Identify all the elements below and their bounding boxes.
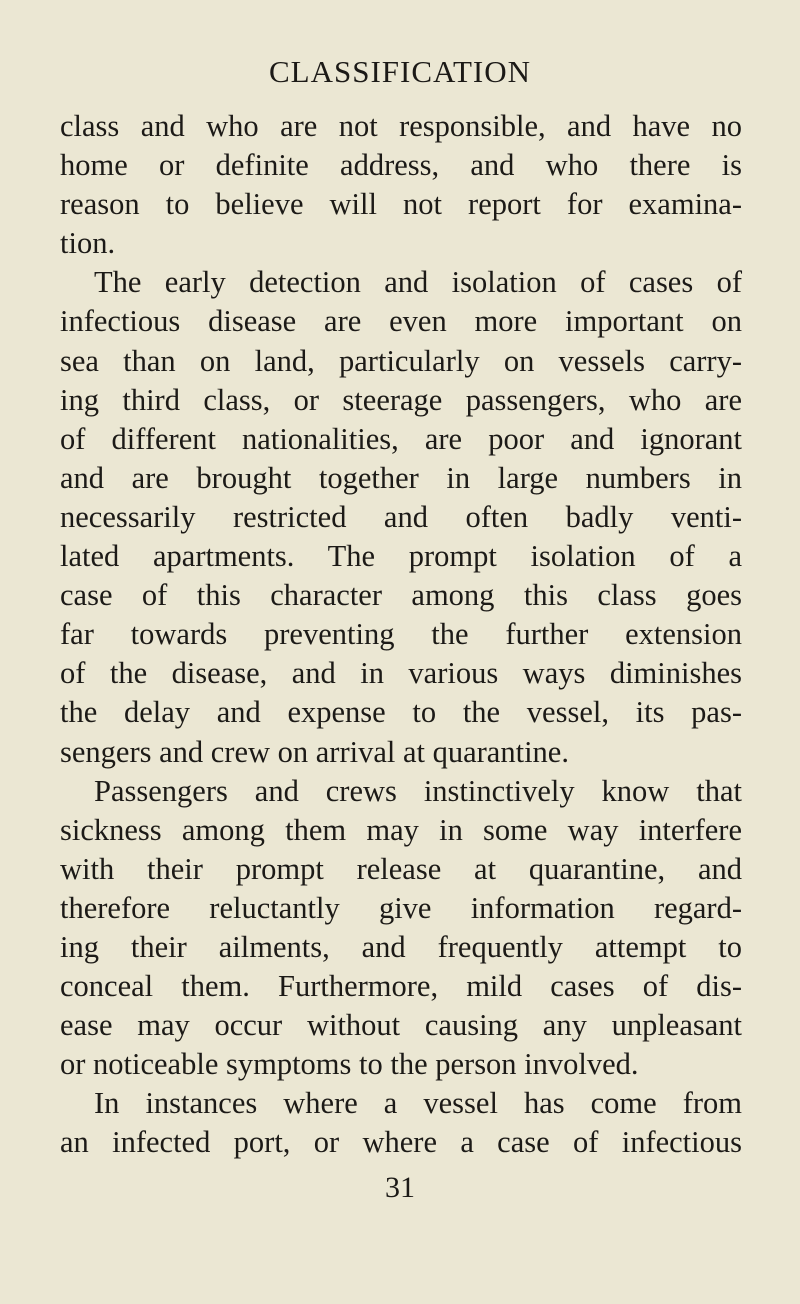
text-line: reason to believe will not report for examina-: [60, 187, 742, 222]
text-line: lated apartments. The prompt isolation of a: [60, 539, 742, 574]
text-line: of the disease, and in various ways diminishes: [60, 656, 742, 691]
text-line: the delay and expense to the vessel, its pas-: [60, 695, 742, 730]
text-line: tion.: [60, 226, 116, 261]
text-line: sickness among them may in some way interfere: [60, 812, 742, 847]
text-line: infectious disease are even more important on: [60, 304, 742, 339]
text-line: The early detection and isolation of cases of: [94, 265, 742, 300]
text-line: ing their ailments, and frequently attempt to: [60, 929, 742, 964]
page-number: 31: [385, 1171, 415, 1204]
text-line: class and who are not responsible, and have no: [60, 109, 742, 143]
text-line: or noticeable symptoms to the person involved.: [60, 1047, 639, 1082]
text-line: sea than on land, particularly on vessels carry-: [60, 343, 742, 378]
text-line: case of this character among this class goes: [60, 578, 742, 613]
text-line: far towards preventing the further extension: [60, 617, 742, 652]
text-line: home or definite address, and who there is: [60, 148, 742, 183]
running-head: CLASSIFICATION: [268, 54, 532, 89]
text-line: with their prompt release at quarantine, and: [60, 851, 742, 886]
text-line: Passengers and crews instinctively know that: [94, 773, 742, 808]
text-line: an infected port, or where a case of infectious: [60, 1125, 742, 1160]
text-line: ease may occur without causing any unpleasant: [60, 1008, 742, 1043]
text-line: and are brought together in large numbers in: [60, 460, 742, 495]
text-line: necessarily restricted and often badly venti-: [60, 499, 742, 534]
text-line: ing third class, or steerage passengers, who are: [60, 382, 742, 417]
body-text: [60, 107, 742, 1163]
text-line: sengers and crew on arrival at quarantine.: [60, 734, 569, 769]
text-line: therefore reluctantly give information regard-: [60, 890, 742, 925]
text-line: In instances where a vessel has come from: [94, 1086, 742, 1121]
text-line: of different nationalities, are poor and ignorant: [60, 421, 742, 456]
text-line: conceal them. Furthermore, mild cases of dis-: [60, 969, 742, 1004]
